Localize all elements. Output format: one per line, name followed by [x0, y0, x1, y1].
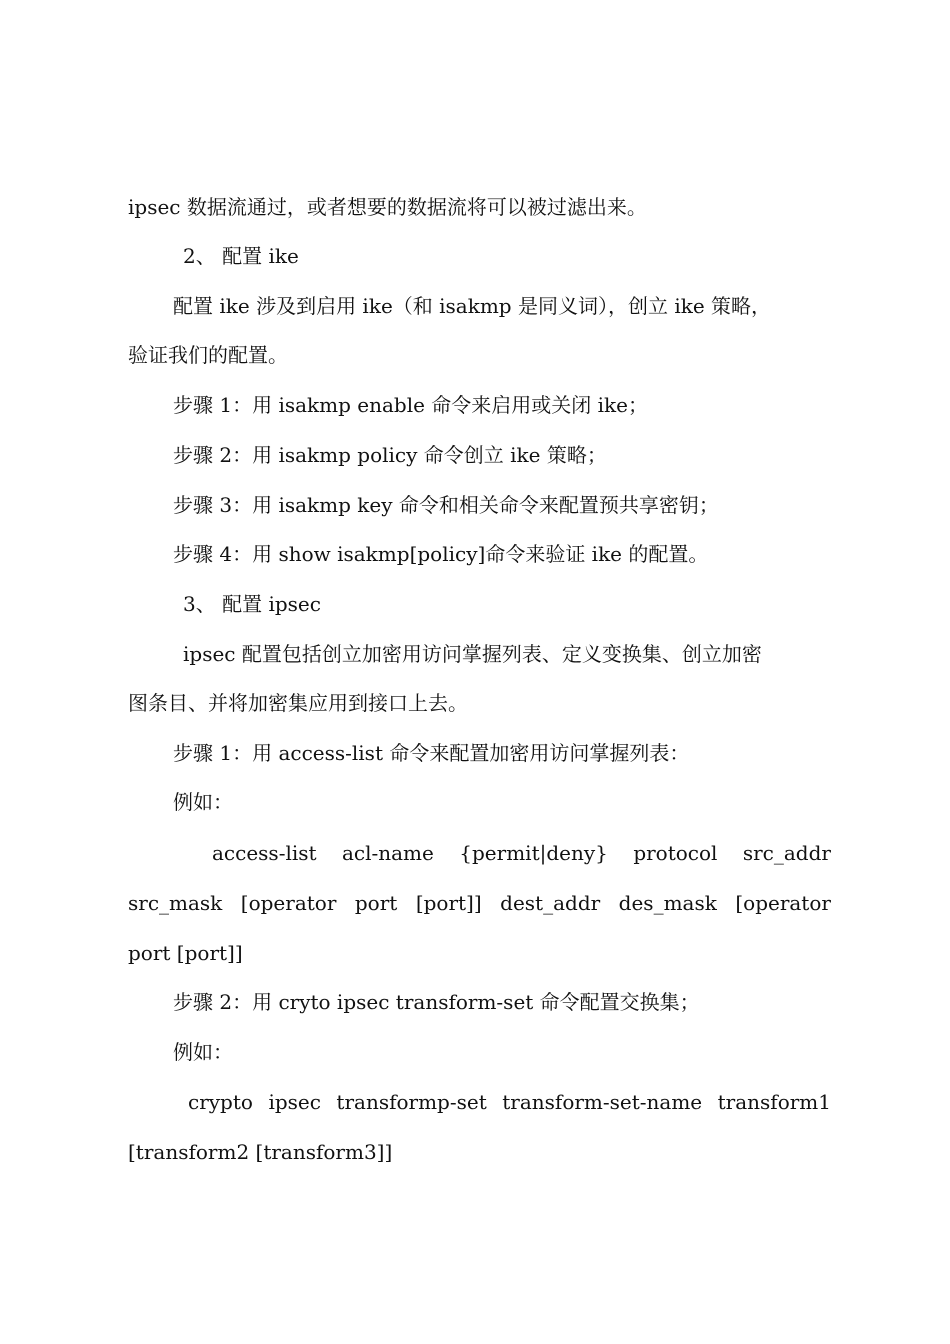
- code-line-crypto-2: [transform2 [transform3]]: [128, 1140, 393, 1164]
- code-token: [operator: [240, 891, 337, 915]
- code-line-acl-1: [212, 839, 831, 867]
- code-line-crypto-1: [188, 1088, 831, 1116]
- code-line-acl-3: port [port]]: [128, 941, 243, 965]
- paragraph-line: 验证我们的配置。: [128, 343, 288, 367]
- paragraph-line: 配置 ike 涉及到启用 ike（和 isakmp 是同义词），创立 ike 策略，: [173, 294, 772, 318]
- code-token: [operator: [735, 891, 831, 915]
- code-token: access-list: [212, 841, 317, 865]
- step-line: 步骤 2：用 cryto ipsec transform-set 命令配置交换集；: [173, 990, 700, 1014]
- code-token: crypto: [188, 1090, 253, 1114]
- paragraph-line: ipsec 数据流通过，或者想要的数据流将可以被过滤出来。: [128, 195, 647, 219]
- code-token: {permit|deny}: [459, 841, 608, 865]
- paragraph-line: ipsec 配置包括创立加密用访问掌握列表、定义变换集、创立加密: [183, 642, 762, 666]
- code-token: transformp-set: [336, 1090, 487, 1114]
- code-token: transform-set-name: [502, 1090, 703, 1114]
- paragraph-line: 图条目、并将加密集应用到接口上去。: [128, 691, 468, 715]
- step-line: 步骤 2：用 isakmp policy 命令创立 ike 策略；: [173, 443, 607, 467]
- step-line: 步骤 3：用 isakmp key 命令和相关命令来配置预共享密钥；: [173, 493, 719, 517]
- code-token: protocol: [633, 841, 718, 865]
- section-heading-configure-ike: 2、 配置 ike: [183, 244, 299, 268]
- code-token: dest_addr: [500, 891, 601, 915]
- example-label: 例如：: [173, 1040, 233, 1064]
- code-token: ipsec: [268, 1090, 321, 1114]
- code-token: des_mask: [618, 891, 717, 915]
- code-token: transform1: [717, 1090, 831, 1114]
- step-line: 步骤 1：用 access-list 命令来配置加密用访问掌握列表：: [173, 741, 690, 765]
- code-token: port: [354, 891, 398, 915]
- code-token: src_mask: [128, 891, 223, 915]
- code-token: [port]]: [415, 891, 482, 915]
- code-token: acl-name: [341, 841, 434, 865]
- code-token: src_addr: [742, 841, 831, 865]
- example-label: 例如：: [173, 790, 233, 814]
- step-line: 步骤 1：用 isakmp enable 命令来启用或关闭 ike；: [173, 393, 649, 417]
- step-line: 步骤 4：用 show isakmp[policy]命令来验证 ike 的配置。: [173, 542, 709, 566]
- code-line-acl-2: [128, 889, 831, 917]
- section-heading-configure-ipsec: 3、 配置 ipsec: [183, 592, 321, 616]
